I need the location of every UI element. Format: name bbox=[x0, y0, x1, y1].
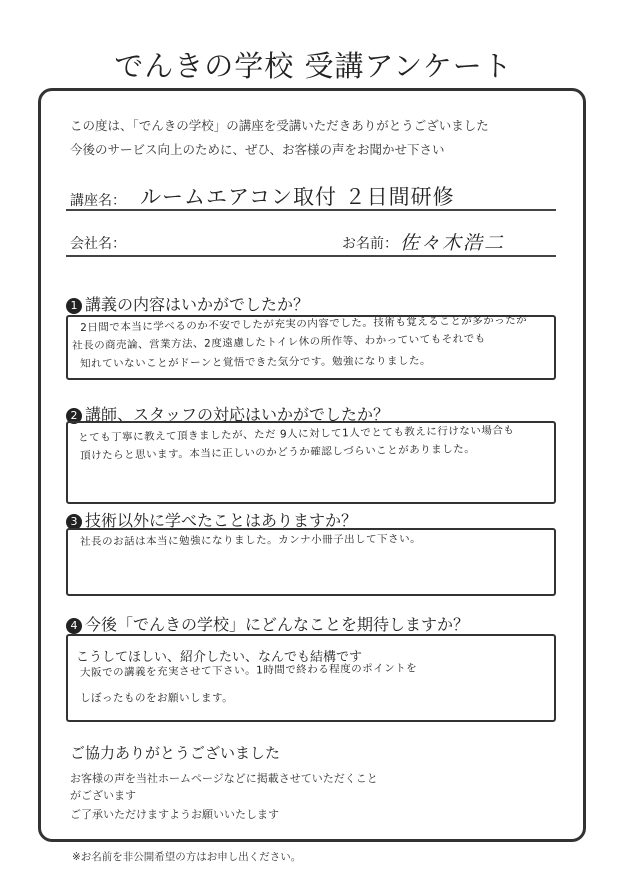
course-label: 講座名： bbox=[70, 193, 126, 209]
name-signature: 佐々木浩二 bbox=[400, 232, 506, 254]
question-4-number: 4 bbox=[66, 618, 82, 634]
question-3-text: 技術以外に学べたことはありますか？ bbox=[85, 511, 358, 530]
question-4-text: 今後「でんきの学校」にどんなことを期待しますか？ bbox=[85, 615, 470, 634]
question-1-text: 講義の内容はいかがでしたか？ bbox=[85, 295, 310, 314]
answer-3-line-1: 社長のお話は本当に勉強になりました。カンナ小冊子出して下さい。 bbox=[80, 533, 422, 548]
question-4 bbox=[66, 612, 469, 635]
answer-2-line-1: とても丁寧に教えて頂きましたが、ただ 9人に対して1人でとても教えに行けない場合も bbox=[78, 424, 515, 444]
answer-1-line-2: 社長の商売論、営業方法、2度遠慮したトイレ休の所作等、わかっていてもそれでも bbox=[72, 332, 486, 352]
question-2-number: 2 bbox=[66, 408, 82, 424]
answer-4-line-1: 大阪での講義を充実させて下さい。1時間で終わる程度のポイントを bbox=[80, 662, 418, 679]
course-underline bbox=[66, 209, 556, 211]
question-3-number: 3 bbox=[66, 514, 82, 530]
intro-line-2: 今後のサービス向上のために、ぜひ、お客様の声をお聞かせ下さい bbox=[70, 142, 445, 157]
footnote: ※お名前を非公開希望の方はお申し出ください。 bbox=[72, 851, 302, 863]
answer-2-line-2: 頂けたらと思います。本当に正しいのかどうか確認しづらいことがありました。 bbox=[80, 443, 476, 462]
course-name: ルームエアコン取付 ２日間研修 bbox=[140, 185, 455, 209]
question-2-text: 講師、スタッフの対応はいかがでしたか？ bbox=[85, 405, 390, 424]
name-underline bbox=[66, 255, 556, 257]
answer-1-line-1: 2日間で本当に学べるのか不安でしたが充実の内容でした。技術も覚えることが多かったが bbox=[80, 314, 528, 334]
question-1 bbox=[66, 292, 309, 315]
company-label: 会社名： bbox=[70, 236, 126, 252]
question-1-number: 1 bbox=[66, 298, 82, 314]
intro-line-1: この度は、「でんきの学校」の講座を受講いただきありがとうございました bbox=[70, 118, 489, 133]
notice-line-2: がございます bbox=[70, 789, 136, 802]
notice-line-1: お客様の声を当社ホームページなどに掲載させていただくこと bbox=[70, 772, 378, 785]
name-label: お名前： bbox=[342, 236, 398, 252]
answer-1-line-3: 知れていないことがドーンと覚悟できた気分です。勉強になりました。 bbox=[80, 354, 432, 370]
question-4-hint: こうしてほしい、紹介したい、なんでも結構です bbox=[76, 650, 363, 665]
page-title: でんきの学校 受講アンケート bbox=[114, 49, 513, 83]
answer-4-line-2: しぼったものをお願いします。 bbox=[80, 692, 234, 704]
notice-line-3: ご了承いただけますようお願いいたします bbox=[70, 808, 279, 821]
thanks-message: ご協力ありがとうございました bbox=[70, 744, 281, 762]
